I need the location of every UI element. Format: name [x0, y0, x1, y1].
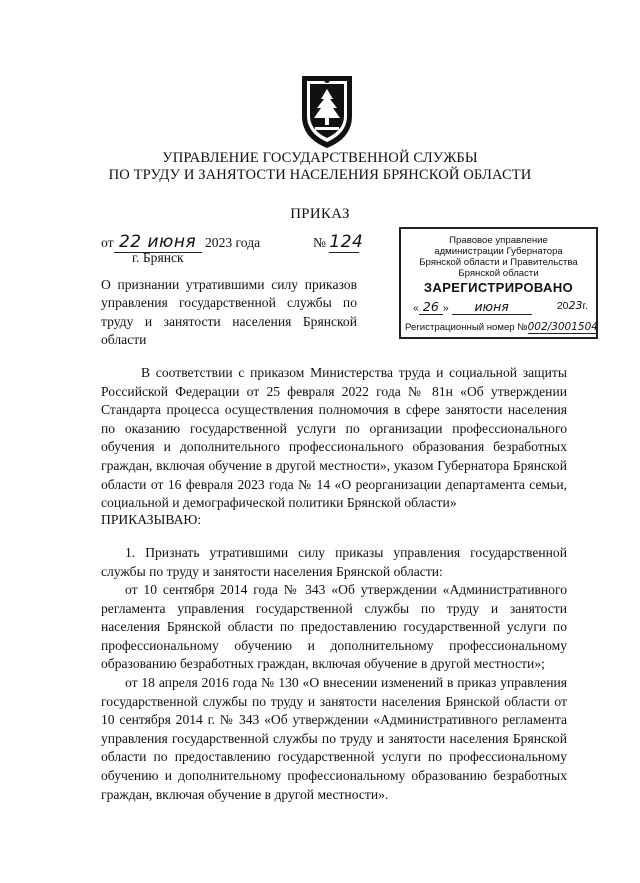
- city-name: г. Брянск: [132, 250, 184, 265]
- stamp-registration-number: Регистрационный номер №002/3001504: [405, 321, 598, 333]
- stamp-year: 2023г.: [556, 299, 588, 312]
- organization-name-line1: УПРАВЛЕНИЕ ГОСУДАРСТВЕННОЙ СЛУЖБЫ: [162, 150, 478, 166]
- item-1b-paragraph: от 18 апреля 2016 года № 130 «О внесении изменений в приказ управления государственной службы по труду и занятости населения Брянской области от 10 сентября 2014 г. № 343 «Об утверждении «Административного регламента управления государственной службы по труду и занятости населения Брянской области по предоставлению государственной услуги по профессиональному обучению и дополнительному профессиональному образованию безработных граждан, включая обучение в другой местности».: [101, 675, 567, 802]
- item-1a-paragraph: от 10 сентября 2014 года № 343 «Об утверждении «Административного регламента управления государственной службы по труду и занятости населения Брянской области по предоставлению государственной услуги по профессиональному обучению и дополнительному профессиональному образованию безработных граждан, включая обучение в другой местности»;: [101, 582, 567, 672]
- date-handwritten: 22 июня: [114, 232, 202, 253]
- order-subject: О признании утратившими силу приказов управления государственной службы по труду и занятости населения Брянской области: [101, 277, 357, 348]
- stamp-month: июня: [452, 299, 532, 315]
- stamp-line4: Брянской области: [458, 268, 539, 279]
- document-type-title: ПРИКАЗ: [290, 206, 350, 222]
- item-1-paragraph: 1. Признать утратившими силу приказы управления государственной службы по труду и занятости населения Брянской области:: [101, 545, 567, 579]
- order-word: ПРИКАЗЫВАЮ:: [101, 512, 202, 527]
- stamp-line1: Правовое управление: [449, 235, 548, 246]
- date-prefix: от: [101, 235, 114, 250]
- stamp-reg-number: 002/3001504: [527, 321, 598, 333]
- stamp-date: « 26 » июня 2023г.: [413, 299, 588, 314]
- stamp-line2: администрации Губернатора: [434, 246, 563, 257]
- number-handwritten: 124: [329, 232, 364, 252]
- stamp-day: 26: [419, 299, 443, 315]
- coat-of-arms-emblem: [296, 72, 358, 150]
- date-year: 2023 года: [204, 235, 261, 250]
- organization-name-line2: ПО ТРУДУ И ЗАНЯТОСТИ НАСЕЛЕНИЯ БРЯНСКОЙ ОБЛАСТИ: [108, 167, 532, 183]
- stamp-registered: ЗАРЕГИСТРИРОВАНО: [423, 280, 574, 295]
- stamp-line3: Брянской области и Правительства: [419, 257, 578, 268]
- number-sign: №: [313, 235, 326, 250]
- preamble-paragraph: В соответствии с приказом Министерства труда и социальной защиты Российской Федерации от 25 февраля 2022 года № 81н «Об утверждении Стандарта процесса осуществления полномочия в сфере занятости населения по оказанию государственной услуги по организации профессионального обучения и дополнительного профессионального образования безработных граждан, включая обучение в другой местности», указом Губернатора Брянской области от 16 февраля 2023 года № 14 «О реорганизации департамента семьи, социальной и демографической политики Брянской области»: [101, 365, 567, 511]
- registration-stamp: [399, 227, 598, 339]
- order-number: [313, 232, 364, 253]
